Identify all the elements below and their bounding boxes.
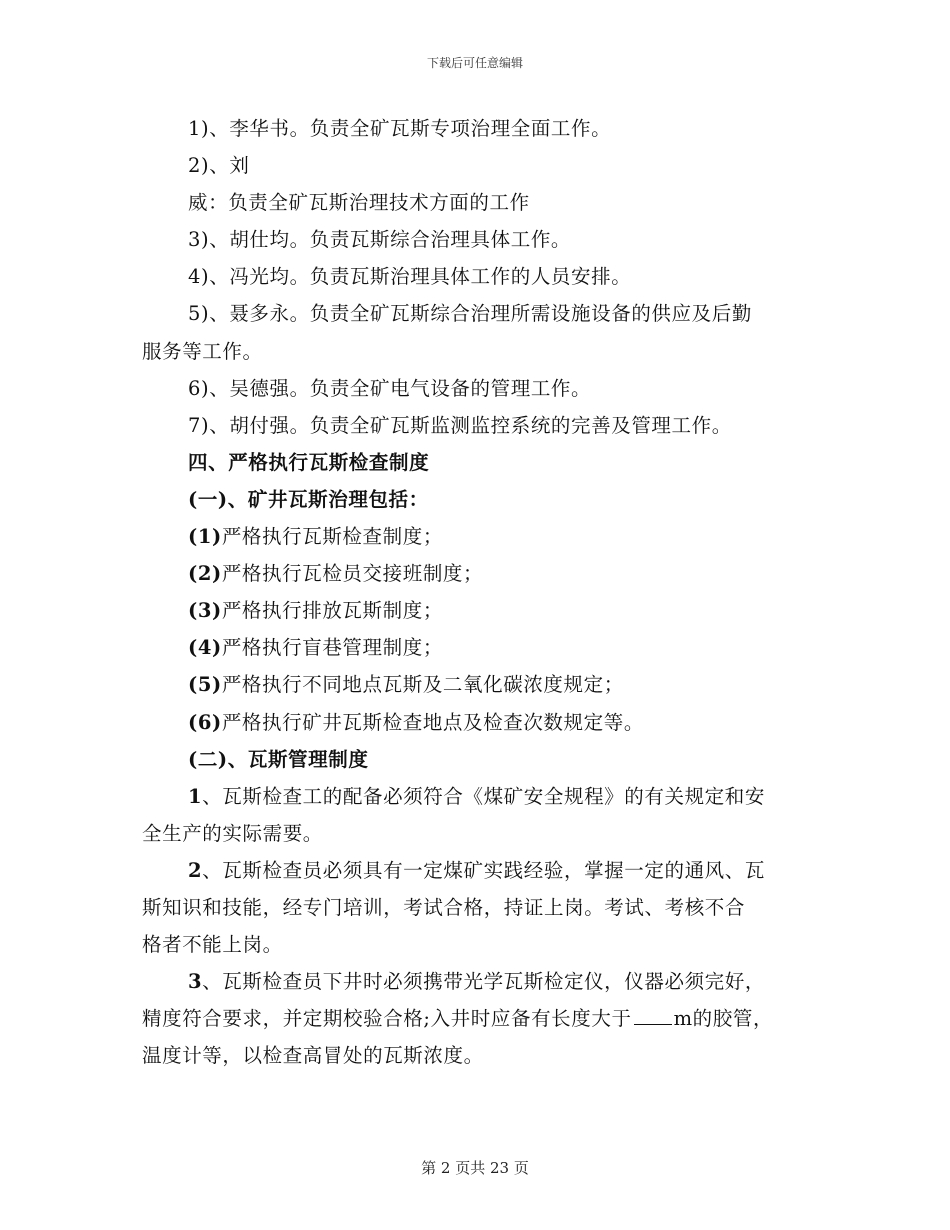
paragraph-responsibility-2: 2)、刘 (188, 154, 250, 178)
rule-paragraph-2-cont: 斯知识和技能，经专门培训，考试合格，持证上岗。考试、考核不合 (142, 895, 746, 919)
rule-paragraph-2 (142, 852, 808, 889)
list-item-number: (6) (188, 710, 222, 734)
paragraph-responsibility-1: 1)、李华书。负责全矿瓦斯专项治理全面工作。 (188, 117, 612, 140)
fill-in-blank (634, 1008, 672, 1025)
paragraph-responsibility-3: 3)、胡仕均。负责瓦斯综合治理具体工作。 (188, 228, 572, 252)
list-item-text: 严格执行瓦斯检查制度； (221, 525, 443, 549)
list-item (142, 518, 808, 555)
list-item (142, 555, 808, 592)
subsection-heading-2: (二)、瓦斯管理制度 (188, 747, 369, 771)
rule-text: 精度符合要求，并定期校验合格;入井时应备有长度大于 (142, 1007, 632, 1031)
rule-paragraph-1 (142, 778, 808, 815)
list-item (142, 704, 808, 741)
rule-text: m的胶管， (673, 1007, 774, 1031)
list-item-number: (2) (188, 562, 222, 586)
list-item-text: 严格执行瓦检员交接班制度； (221, 562, 484, 586)
paragraph-responsibility-2-cont: 威：负责全矿瓦斯治理技术方面的工作 (188, 191, 530, 215)
rule-paragraph-3-cont (142, 1000, 808, 1037)
rule-text: 、瓦斯检查员下井时必须携带光学瓦斯检定仪，仪器必须完好， (202, 970, 765, 994)
paragraph-responsibility-6: 6)、吴德强。负责全矿电气设备的管理工作。 (188, 376, 592, 400)
list-item-number: (3) (188, 599, 222, 623)
rule-paragraph-2-end: 格者不能上岗。 (142, 933, 283, 957)
document-body (142, 110, 808, 1074)
rule-number: 3 (188, 970, 203, 994)
list-item-text: 严格执行不同地点瓦斯及二氧化碳浓度规定； (221, 673, 624, 697)
paragraph-responsibility-7: 7)、胡付强。负责全矿瓦斯监测监控系统的完善及管理工作。 (188, 413, 732, 437)
list-item (142, 629, 808, 666)
section-heading-4: 四、严格执行瓦斯检查制度 (188, 450, 430, 474)
page-number: 第 2 页共 23 页 (421, 1159, 529, 1177)
list-item (142, 666, 808, 703)
list-item-number: (5) (188, 673, 222, 697)
paragraph-responsibility-4: 4)、冯光均。负责瓦斯治理具体工作的人员安排。 (188, 265, 632, 289)
list-item-text: 严格执行矿井瓦斯检查地点及检查次数规定等。 (221, 710, 644, 734)
rule-paragraph-3-end: 温度计等，以检查高冒处的瓦斯浓度。 (142, 1044, 484, 1068)
rule-number: 1 (188, 784, 203, 808)
subsection-heading-1: (一)、矿井瓦斯治理包括： (188, 487, 429, 511)
page-header: 下载后可任意编辑 (426, 56, 523, 70)
list-item-number: (1) (188, 525, 222, 549)
paragraph-responsibility-5-cont: 服务等工作。 (142, 339, 263, 363)
rule-paragraph-1-cont: 全生产的实际需要。 (142, 821, 323, 845)
rule-paragraph-3 (142, 963, 808, 1000)
list-item-text: 严格执行排放瓦斯制度； (221, 599, 443, 623)
list-item-number: (4) (188, 636, 222, 660)
rule-number: 2 (188, 858, 203, 882)
rule-text: 、瓦斯检查员必须具有一定煤矿实践经验，掌握一定的通风、瓦 (202, 858, 765, 882)
list-item-text: 严格执行盲巷管理制度； (221, 636, 443, 660)
list-item (142, 592, 808, 629)
paragraph-responsibility-5: 5)、聂多永。负责全矿瓦斯综合治理所需设施设备的供应及后勤 (188, 302, 752, 326)
rule-text: 、瓦斯检查工的配备必须符合《煤矿安全规程》的有关规定和安 (202, 784, 765, 808)
